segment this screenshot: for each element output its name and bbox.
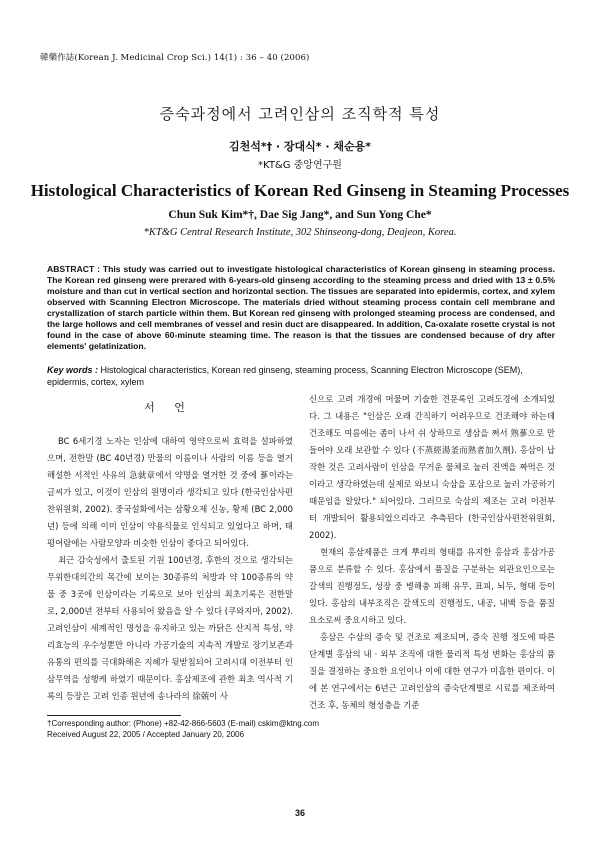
korean-affiliation: *KT&G 중앙연구원 (258, 160, 342, 171)
body-column-left (47, 433, 293, 705)
english-authors: Chun Suk Kim*†, Dae Sig Jang*, and Sun Yong Che* (168, 209, 432, 221)
abstract-text: This study was carried out to investigate histological characteristics of Korean ginseng in steaming process. The Korean red ginseng were prerared with 6-years-old ginseng according to the steaming prcess and dried with 13 ± 0.5% moisture and than cut in vertical section and horizontal section. The tissues are separated into epidermis, cortex, and xylem observed with Scanning Electron Microscope. The materials dried without steaming process contain cell membrane and crystallization of starch particle within them. But Korean red ginseng with prolonged steaming process are condensed, and the large hollows and cell membranes of vessel and resin duct are disappeared. In addition, Ca-oxalate rosette crystal is not found in the case of above 60-minute steaming time. The reason is that the tissues are condensed because of dry after elements' gelatinization. (47, 264, 555, 351)
keywords (47, 364, 555, 388)
body-column-right (309, 391, 555, 714)
received-accepted-dates: Received August 22, 2005 / Accepted January 20, 2006 (47, 729, 245, 739)
paragraph: BC 6세기경 노자는 인삼에 대하여 영약으로써 효력을 설파하였으며, 전한말 (BC 40년경) 만물의 이름이나 사람의 이름 등을 열거 해설한 서적인 사유의 急就章에서 약명을 열거한 것 중에 蔘이라는 글씨가 있고, 이것이 인삼의 원명이라 생각되고 있다 (한국인삼사편찬위원회, 2002). 중국설화에서는 삼황오제 신농, 황제 (BC 2,000년) 등에 의해 이미 인삼이 약용식물로 인식되고 있었다고 하며, 태평어람에는 사람모양과 비슷한 인삼이 좋다고 되어있다. (47, 436, 293, 548)
abstract (47, 264, 555, 352)
keywords-text: Histological characteristics, Korean red ginseng, steaming process, Scanning Electron Microscope (SEM), epidermis, cortex, xylem (47, 365, 523, 387)
korean-authors: 김천석*† · 장대식* · 채순용* (228, 140, 372, 153)
footnote (47, 719, 319, 740)
corresponding-author: †Corresponding author: (Phone) +82-42-866-5603 (E-mail) cskim@ktng.com (47, 719, 320, 728)
footnote-divider (47, 715, 181, 716)
korean-title: 증숙과정에서 고려인삼의 조직학적 특성 (159, 105, 441, 123)
journal-citation: 韓藥作誌(Korean J. Medicinal Crop Sci.) 14(1) : 36 – 40 (2006) (40, 53, 310, 63)
abstract-label: ABSTRACT : (47, 264, 101, 274)
english-affiliation: *KT&G Central Research Institute, 302 Shinseong-dong, Deajeon, Korea. (143, 227, 457, 238)
english-title: Histological Characteristics of Korean Red Ginseng in Steaming Processes (30, 181, 570, 200)
paragraph: 홍삼은 수삼의 증숙 및 건조로 제조되며, 증숙 진행 정도에 따른 단계별 홍삼의 내 · 외부 조직에 대한 물리적 특성 변화는 홍삼의 품질을 결정하는 중요한 요인이나 이에 대한 연구가 미흡한 편이다. 이에 본 연구에서는 6년근 고려인삼의 증숙단계별로 시료를 제조하여 건조 후, 동체의 형성층을 기준 (309, 632, 555, 710)
keywords-label: Key words : (47, 365, 99, 375)
paragraph: 신으로 고려 개경에 머물며 기술한 견문록인 고려도경에 소개되었다. 그 내용은 "인삼은 오래 간직하기 어려우므로 건조해야 하는데 건조해도 여름에는 좀이 나서 쉬 상하므로 생삼을 쪄서 熟蔘으로 만들어야 오래 보관할 수 있다 (不蒸經湯釜而熟者加久劑). 홍삼이 납작한 것은 고려사람이 인삼을 무거운 물체로 눌러 진액을 짜먹은 것이라고 생각하였는데 실제로 와보니 숙삼을 포삼으로 눌러 가공하기 때문임을 알았다." 되어있다. 그러므로 숙삼의 제조는 고려 이전부터 개발되어 활용되었으리라고 추측된다 (한국인삼사편찬위원회, 2002). (309, 394, 555, 540)
paragraph: 최근 감숙성에서 출토된 기원 100년경, 후한의 것으로 생각되는 무위한대의간의 목간에 보이는 30종류의 처방과 약 100종류의 약물 중 3곳에 인삼이라는 기록으로 보아 인삼의 최초기록은 전한말로, 2,000년 전부터 사용되어 왔음을 알 수 있다 (쿠와지마, 2002). 고려인삼이 세계적인 명성을 유지하고 있는 까닭은 산지적 특성, 약리효능의 우수성뿐만 아니라 가공기술의 지속적 개발로 장기보존과 유통의 편의를 극대화해온 지혜가 뒷받침되어 고려시대 이전부터 인삼무역을 성행케 하였기 때문이다. 홍삼제조에 관한 최초 역사적 기록의 등장은 고려 인종 원년에 송나라의 徐兢이 사 (47, 555, 293, 701)
section-heading: 서 언 (144, 401, 193, 414)
paragraph: 현재의 홍삼제품은 크게 뿌리의 형태를 유지한 홍삼과 홍삼가공품으로 분류할 수 있다. 홍삼에서 품질을 구분하는 외관요인으로는 갈색의 진행정도, 성장 중 병해충 피해 유무, 표피, 뇌두, 형태 등이 있다. 홍삼의 내부조직은 갈색도의 진행정도, 내공, 내백 등을 품질요소로써 중요시하고 있다. (309, 547, 555, 625)
page-number: 36 (294, 808, 305, 818)
